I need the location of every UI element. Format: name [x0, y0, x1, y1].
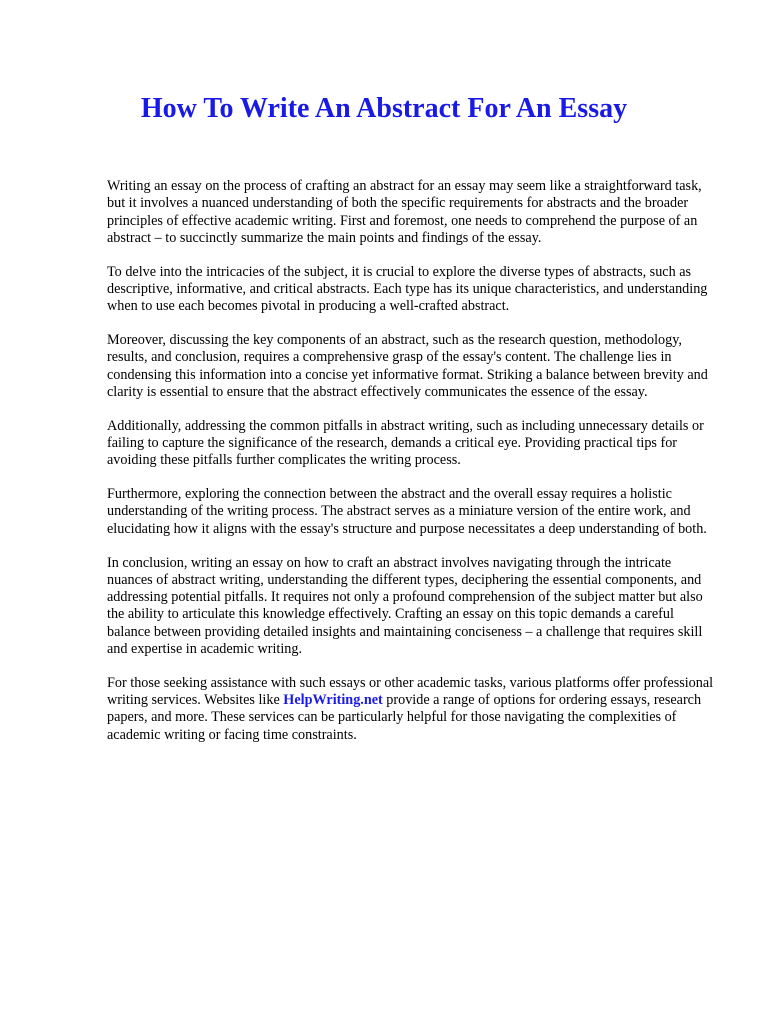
paragraph-6: In conclusion, writing an essay on how to craft an abstract involves navigating through the intricate nuances of abstract writing, understanding the different types, deciphering the essential components, and addressing potential pitfalls. It requires not only a profound comprehension of the subject matter but also the ability to articulate this knowledge effectively. Crafting an essay on this topic demands a careful balance between providing detailed insights and maintaining conciseness – a challenge that requires skill and expertise in academic writing. — [107, 554, 703, 658]
essay-body — [107, 178, 717, 761]
paragraph-7-after-link: provide a range of options for ordering essays, research papers, and more. These services can be particularly helpful for those navigating the complexities of academic writing or facing time constraints. — [107, 692, 702, 743]
paragraph-4: Additionally, addressing the common pitfalls in abstract writing, such as including unnecessary details or failing to capture the significance of the research, demands a critical eye. Providing practical tips for avoiding these pitfalls further complicates the writing process. — [107, 417, 704, 469]
helpwriting-link[interactable]: HelpWriting.net — [283, 692, 383, 709]
paragraph-1: Writing an essay on the process of crafting an abstract for an essay may seem like a straightforward task, but it involves a nuanced understanding of both the specific requirements for abstracts and the broader principles of effective academic writing. First and foremost, one needs to comprehend the purpose of an abstract – to succinctly summarize the main points and findings of the essay. — [107, 178, 702, 246]
paragraph-3: Moreover, discussing the key components of an abstract, such as the research question, methodology, results, and conclusion, requires a comprehensive grasp of the essay's content. The challenge lies in condensing this information into a concise yet informative format. Striking a balance between brevity and clarity is essential to ensure that the abstract effectively communicates the essence of the essay. — [107, 332, 708, 400]
paragraph-7-before-link: For those seeking assistance with such essays or other academic tasks, various platforms offer professional writing services. Websites like — [107, 674, 714, 709]
paragraph-2: To delve into the intricacies of the subject, it is crucial to explore the diverse types of abstracts, such as descriptive, informative, and critical abstracts. Each type has its unique characteristics, and understanding when to use each becomes pivotal in producing a well-crafted abstract. — [107, 263, 708, 315]
paragraph-7 — [107, 675, 717, 744]
page-title: How To Write An Abstract For An Essay — [140, 93, 628, 124]
paragraph-5: Furthermore, exploring the connection between the abstract and the overall essay requires a holistic understanding of the writing process. The abstract serves as a miniature version of the entire work, and elucidating how it aligns with the essay's structure and purpose necessitates a deep understanding of both. — [107, 486, 707, 537]
